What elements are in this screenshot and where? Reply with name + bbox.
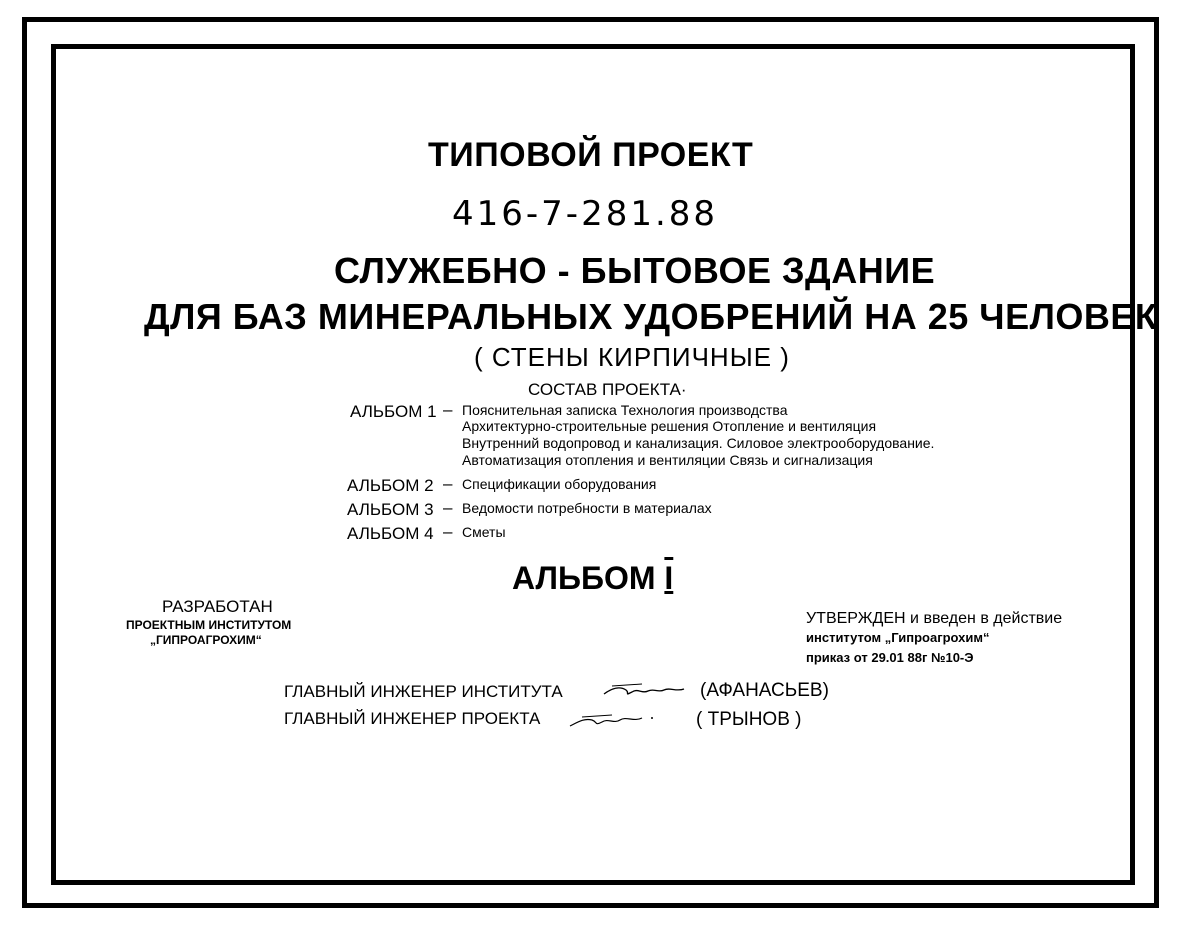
approved-line2: институтом „Гипроагрохим“ — [806, 630, 990, 645]
signature-1-handwritten — [602, 680, 692, 702]
approved-line1: УТВЕРЖДЕН и введен в действие — [806, 610, 1063, 627]
album-3-dash: – — [443, 498, 453, 517]
project-number: 416-7-281.88 — [452, 194, 719, 234]
signature-1-role: ГЛАВНЫЙ ИНЖЕНЕР ИНСТИТУТА — [284, 682, 563, 701]
album-2-label: АЛЬБОМ 2 — [347, 476, 434, 495]
composition-heading: СОСТАВ ПРОЕКТА· — [528, 380, 687, 399]
album-1-line-3: Внутренний водопровод и канализация. Силовое электрооборудование. — [462, 435, 935, 451]
album-1-line-1: Пояснительная записка Технология производства — [462, 402, 788, 418]
approved-line3: приказ от 29.01 88г №10-Э — [806, 650, 974, 665]
current-album-title — [512, 560, 673, 597]
signature-2-name: ( ТРЫНОВ ) — [696, 709, 802, 730]
album-1-dash: – — [443, 400, 453, 419]
album-2-line-1: Спецификации оборудования — [462, 476, 657, 492]
album-4-dash: – — [443, 522, 453, 541]
signature-2-role: ГЛАВНЫЙ ИНЖЕНЕР ПРОЕКТА — [284, 709, 541, 728]
current-album-roman: I — [664, 560, 674, 596]
project-subtitle: ( СТЕНЫ КИРПИЧНЫЕ ) — [474, 342, 790, 372]
project-name-line1: СЛУЖЕБНО - БЫТОВОЕ ЗДАНИЕ — [334, 250, 936, 291]
signature-1-name: (АФАНАСЬЕВ) — [700, 680, 829, 701]
developed-line1: РАЗРАБОТАН — [162, 597, 273, 616]
album-4-line-1: Сметы — [462, 524, 506, 540]
album-1-line-4: Автоматизация отопления и вентиляции Связь и сигнализация — [462, 452, 873, 468]
album-2-dash: – — [443, 474, 453, 493]
signature-2-handwritten — [568, 708, 658, 732]
project-type: ТИПОВОЙ ПРОЕКТ — [428, 136, 754, 174]
developed-line2: ПРОЕКТНЫМ ИНСТИТУТОМ — [126, 618, 292, 632]
developed-line3: „ГИПРОАГРОХИМ“ — [150, 633, 262, 647]
album-3-line-1: Ведомости потребности в материалах — [462, 500, 712, 516]
album-3-label: АЛЬБОМ 3 — [347, 500, 434, 519]
current-album-label: АЛЬБОМ — [512, 560, 656, 596]
album-4-label: АЛЬБОМ 4 — [347, 524, 434, 543]
project-name-line2: ДЛЯ БАЗ МИНЕРАЛЬНЫХ УДОБРЕНИЙ НА 25 ЧЕЛОВЕК — [144, 296, 1158, 337]
album-1-label: АЛЬБОМ 1 — [350, 402, 437, 421]
album-1-line-2: Архитектурно-строительные решения Отопление и вентиляция — [462, 418, 877, 434]
